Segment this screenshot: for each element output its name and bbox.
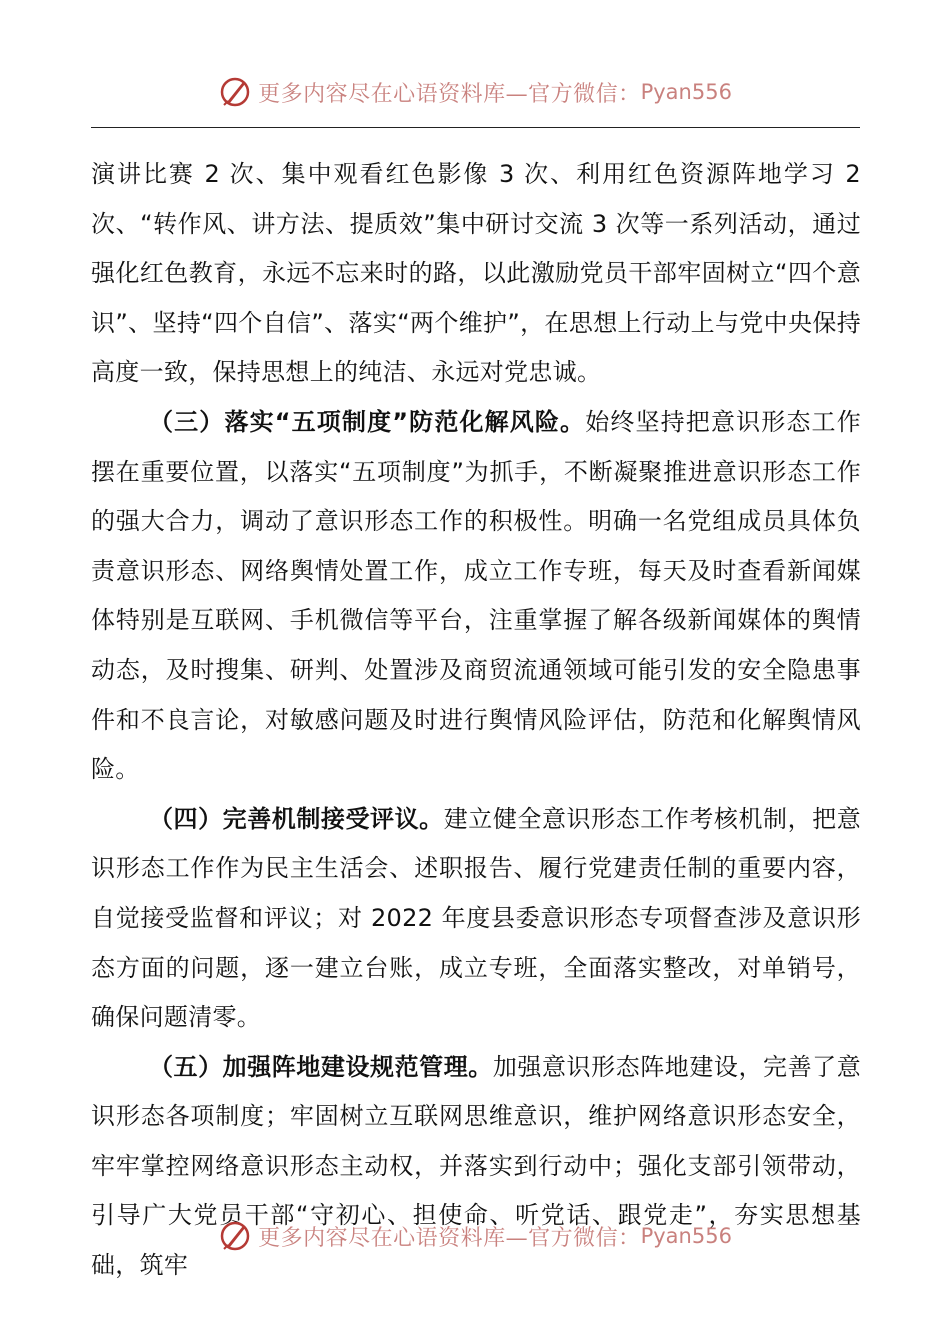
paragraph-3 bbox=[91, 795, 861, 1043]
header-banner bbox=[0, 70, 950, 114]
paragraph-2 bbox=[91, 398, 861, 795]
paragraph-1: 演讲比赛 2 次、集中观看红色影像 3 次、利用红色资源阵地学习 2 次、“转作风、讲方法、提质效”集中研讨交流 3 次等一系列活动，通过强化红色教育，永远不忘来时的路，以此激励党员干部牢固树立“四个意识”、坚持“四个自信”、落实“两个维护”，在思想上行动上与党中央保持高度一致，保持思想上的纯洁、永远对党忠诚。 bbox=[91, 160, 861, 387]
paragraph-4-text: 加强意识形态阵地建设，完善了意识形态各项制度；牢固树立互联网思维意识，维护网络意识形态安全，牢牢掌控网络意识形态主动权，并落实到行动中；强化支部引领带动，引导广大党员干部“守初心、担使命、听党话、跟党走”，夯实思想基础，筑牢 bbox=[91, 1052, 862, 1280]
footer-banner bbox=[0, 1214, 950, 1258]
paragraph-3-text: 建立健全意识形态工作考核机制，把意识形态工作作为民主生活会、述职报告、履行党建责任制的重要内容，自觉接受监督和评议；对 2022 年度县委意识形态专项督查涉及意识形态方面的问题，逐一建立台账，成立专班，全面落实整改，对单销号，确保问题清零。 bbox=[91, 804, 861, 1032]
footer-wechat-id: Pyan556 bbox=[640, 1224, 732, 1248]
header-slogan: 更多内容尽在心语资料库—官方微信： bbox=[258, 81, 641, 107]
paragraph-4-heading: （五）加强阵地建设规范管理。 bbox=[149, 1052, 493, 1081]
paragraph-3-heading: （四）完善机制接受评议。 bbox=[149, 804, 444, 833]
quill-logo-icon bbox=[218, 1219, 252, 1253]
quill-logo-icon bbox=[218, 75, 252, 109]
document-body bbox=[91, 150, 861, 1291]
header-wechat-id: Pyan556 bbox=[640, 80, 732, 104]
paragraph-2-text: 始终坚持把意识形态工作摆在重要位置，以落实“五项制度”为抓手，不断凝聚推进意识形态工作的强大合力，调动了意识形态工作的积极性。明确一名党组成员具体负责意识形态、网络舆情处置工作，成立工作专班，每天及时查看新闻媒体特别是互联网、手机微信等平台，注重掌握了解各级新闻媒体的舆情动态，及时搜集、研判、处置涉及商贸流通领域可能引发的安全隐患事件和不良言论，对敏感问题及时进行舆情风险评估，防范和化解舆情风险。 bbox=[91, 407, 861, 784]
footer-slogan: 更多内容尽在心语资料库—官方微信： bbox=[258, 1225, 641, 1251]
header-divider bbox=[91, 127, 860, 128]
paragraph-2-heading: （三）落实“五项制度”防范化解风险。 bbox=[149, 407, 586, 436]
